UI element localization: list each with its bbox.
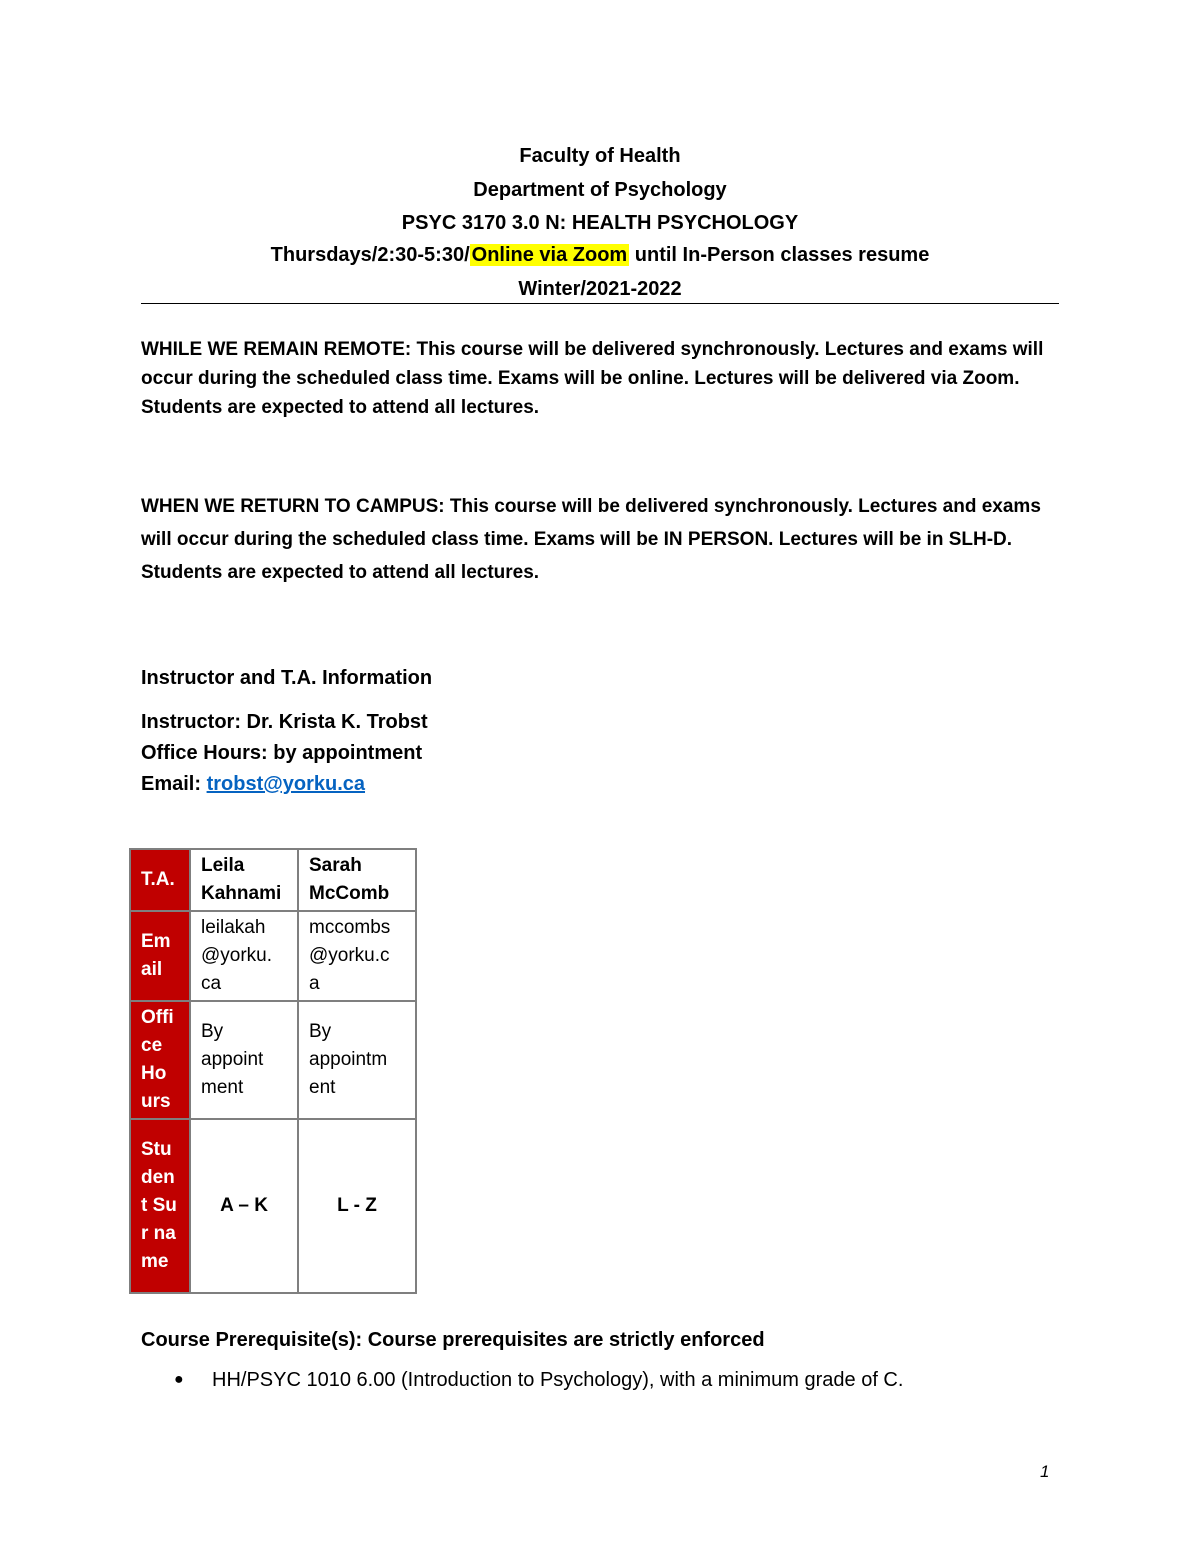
row-header-email: Em ail	[130, 911, 190, 1001]
instructor-heading: Instructor and T.A. Information	[141, 667, 433, 689]
ta-hours-1: By appoint ment	[190, 1001, 298, 1119]
remote-paragraph: WHILE WE REMAIN REMOTE: This course will be delivered synchronously. Lectures and exams will occur during the scheduled class time. Exams will be online. Lectures will be delivered via Zoom. Students are expected to attend all lectures.	[141, 339, 1044, 418]
ta-surname-range-2: L - Z	[298, 1119, 416, 1293]
schedule-suffix: until In-Person classes resume	[629, 244, 930, 266]
table-row	[130, 1119, 416, 1293]
list-item	[174, 1368, 903, 1392]
office-hours: Office Hours: by appointment	[141, 742, 423, 764]
prerequisite-item: HH/PSYC 1010 6.00 (Introduction to Psychology), with a minimum grade of C.	[212, 1369, 904, 1391]
table-row	[130, 911, 416, 1001]
row-header-office-hours: Offi ce Ho urs	[130, 1001, 190, 1119]
campus-paragraph: WHEN WE RETURN TO CAMPUS: This course will be delivered synchronously. Lectures and exams will occur during the scheduled class time. Exams will be IN PERSON. Lectures will be in SLH-D. Students are expected to attend all lectures.	[141, 496, 1041, 583]
ta-surname-range-1: A – K	[190, 1119, 298, 1293]
schedule-highlight: Online via Zoom	[471, 244, 628, 266]
email-label: Email:	[141, 773, 207, 795]
table-row	[130, 849, 416, 911]
bullet-icon: ●	[174, 1371, 184, 1388]
course-title: PSYC 3170 3.0 N: HEALTH PSYCHOLOGY	[401, 212, 799, 234]
ta-hours-2: By appointm ent	[298, 1001, 416, 1119]
department-title: Department of Psychology	[473, 179, 727, 201]
row-header-surname: Stu den t Sur na me	[130, 1119, 190, 1293]
ta-name-2: Sarah McComb	[298, 849, 416, 911]
table-row	[130, 1001, 416, 1119]
email-line	[141, 769, 365, 800]
email-link[interactable]: trobst@yorku.ca	[206, 773, 366, 795]
header-divider	[141, 303, 1059, 304]
faculty-title: Faculty of Health	[519, 145, 681, 167]
schedule-line	[141, 243, 1059, 267]
instructor-name: Instructor: Dr. Krista K. Trobst	[141, 711, 428, 733]
row-header-ta: T.A.	[130, 849, 190, 911]
ta-name-1: Leila Kahnami	[190, 849, 298, 911]
ta-email-1: leilakah @yorku. ca	[190, 911, 298, 1001]
term-line: Winter/2021-2022	[518, 278, 682, 300]
ta-email-2: mccombs @yorku.c a	[298, 911, 416, 1001]
ta-table	[129, 848, 417, 1294]
schedule-prefix: Thursdays/2:30-5:30/	[270, 244, 470, 266]
page-number: 1	[1040, 1462, 1050, 1481]
prerequisite-heading: Course Prerequisite(s): Course prerequisites are strictly enforced	[141, 1329, 765, 1351]
